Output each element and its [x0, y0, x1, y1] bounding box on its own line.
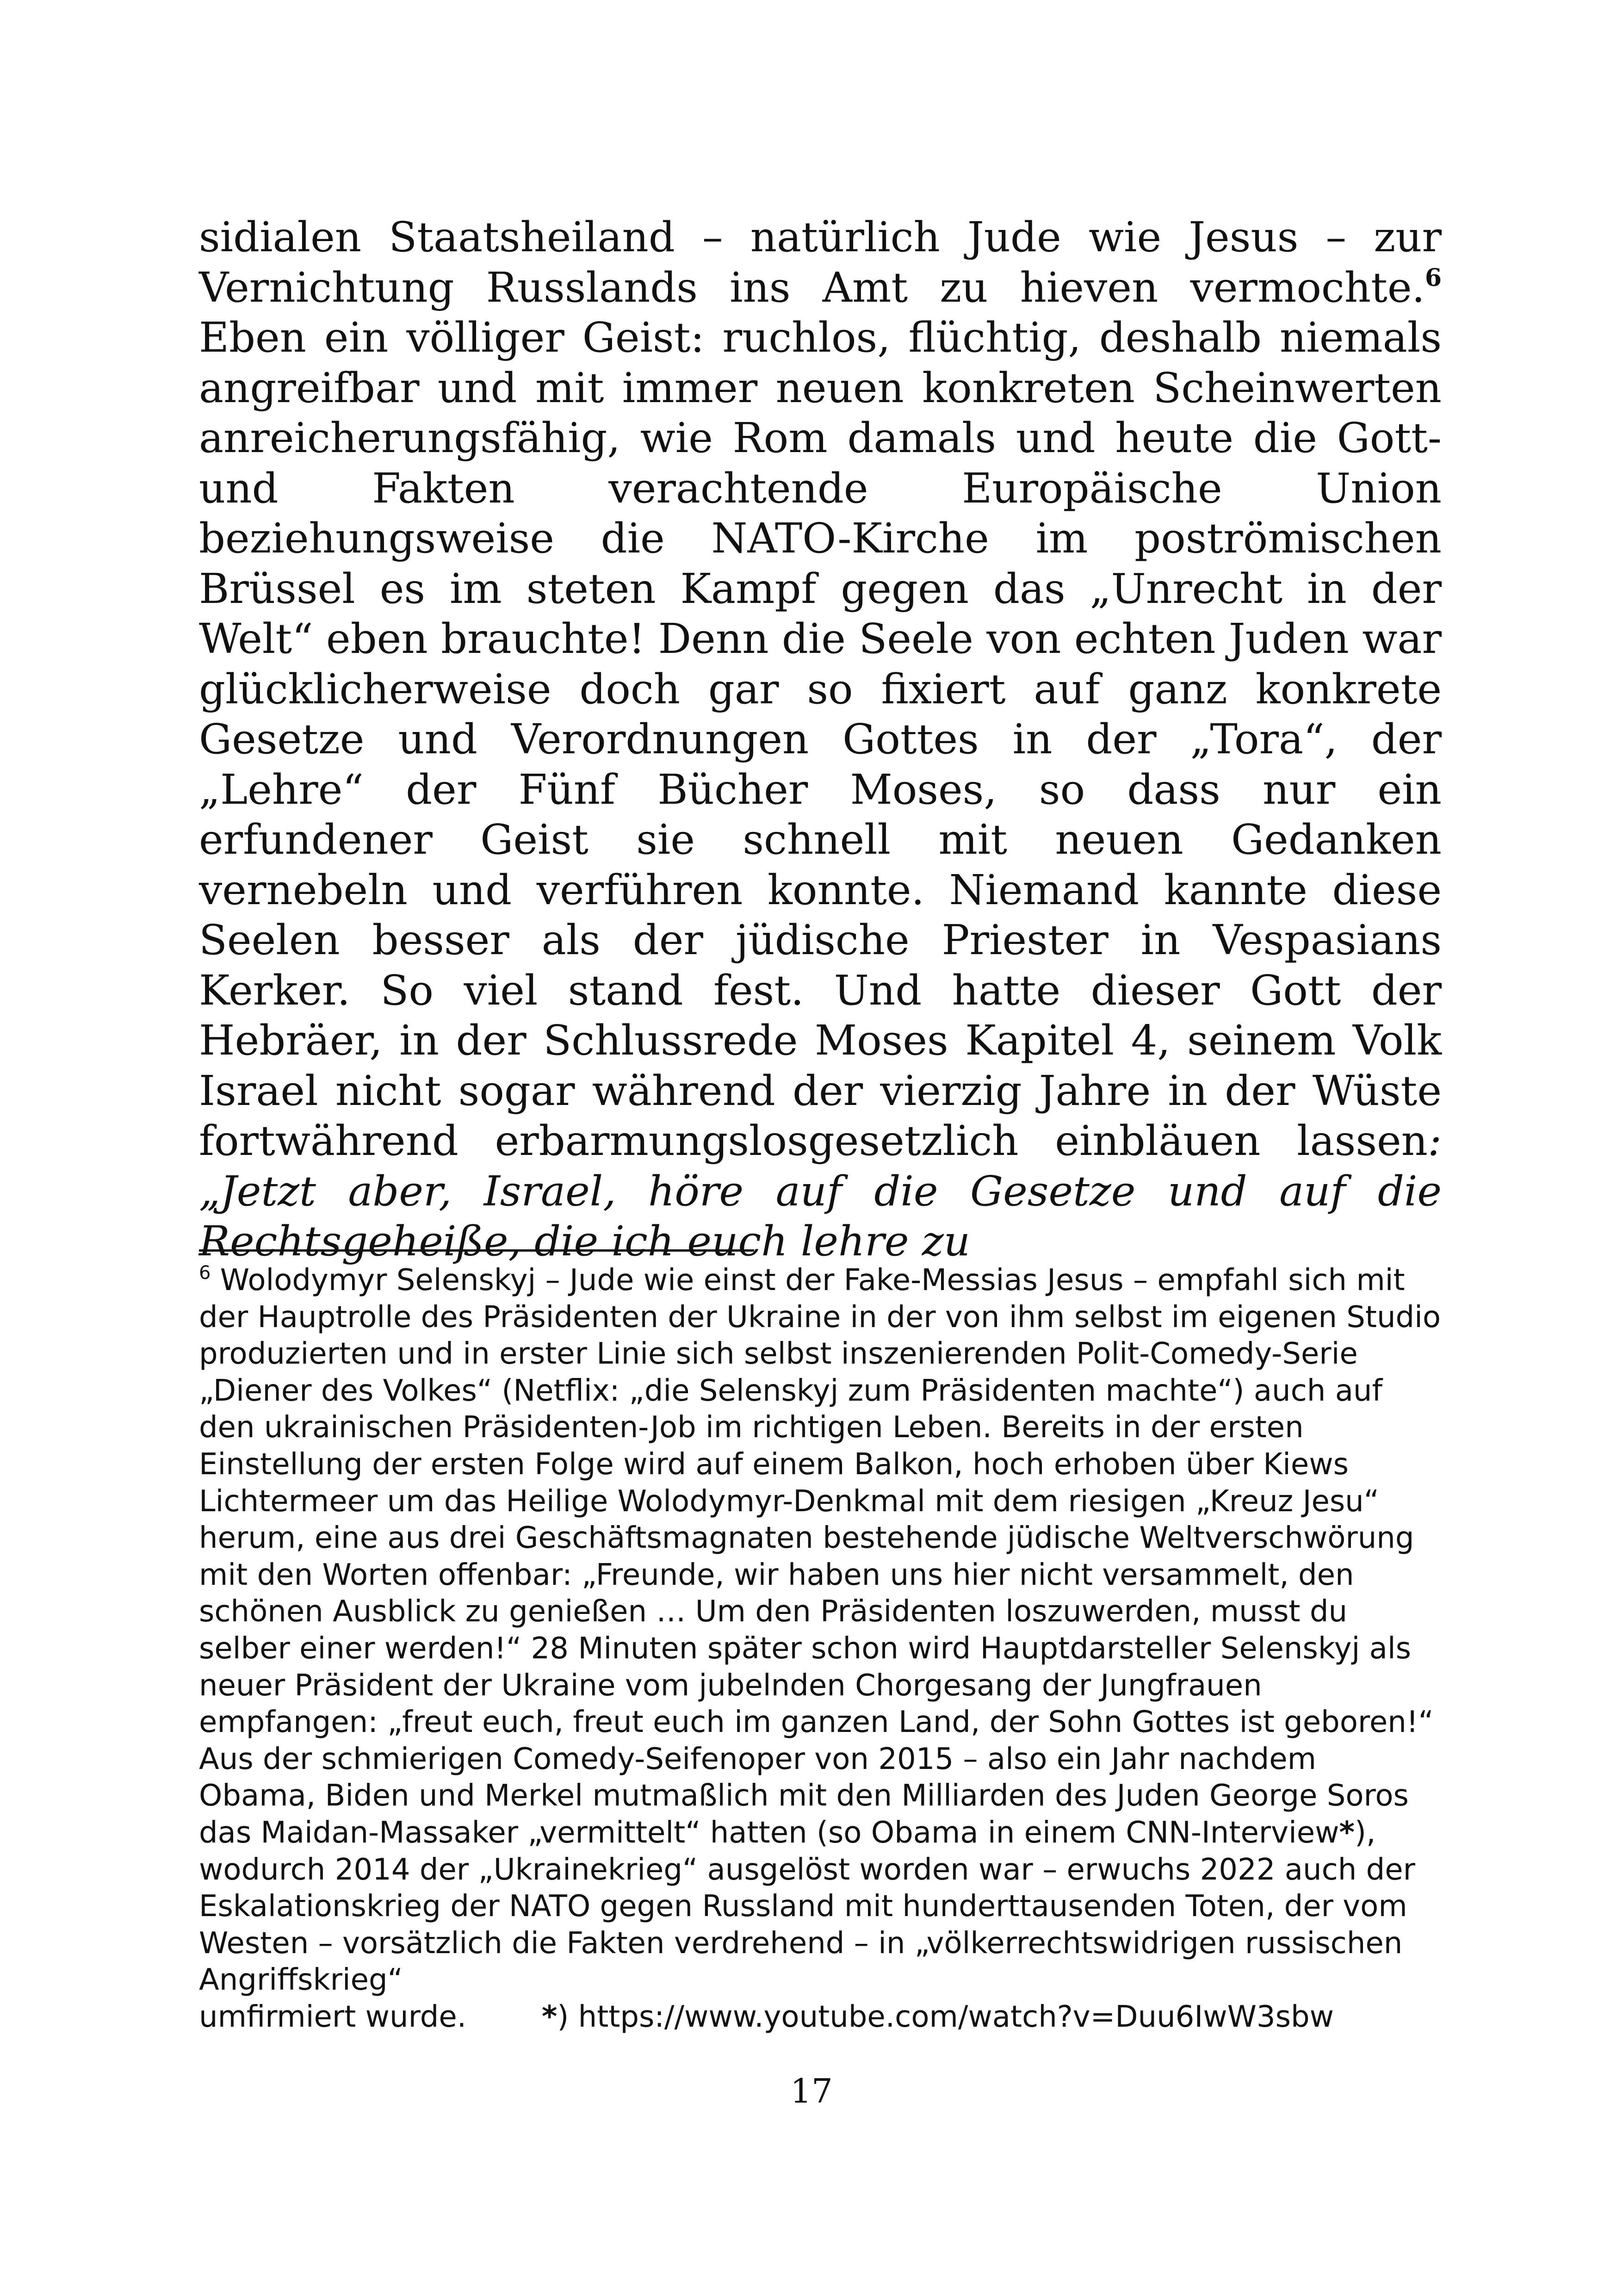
footnote-reference: 6	[1425, 263, 1442, 292]
footnote-marker: 6	[199, 1262, 211, 1284]
quote-colon: :	[1428, 1117, 1442, 1165]
footnote-last-line-start: umfirmiert wurde.	[199, 1999, 467, 2034]
footnote	[199, 1262, 1442, 2035]
page-number: 17	[790, 2072, 833, 2110]
body-text-start: sidialen Staatsheiland – natürlich Jude wie Jesus – zur Vernichtung Russlands ins Amt zu hieven vermochte.	[199, 213, 1442, 311]
footnote-text-continued: ), wodurch 2014 der „Ukrainekrieg“ ausgelöst worden war – erwuchs 2022 auch der Eskalationskrieg der NATO gegen Russland mit hunderttausenden Toten, der vom Westen – vorsätzlich die Fakten verdrehend – in „völkerrechtswidrigen russischen Angriffskrieg“	[199, 1815, 1415, 1998]
footnote-separator	[199, 1249, 754, 1252]
footnote-text: Wolodymyr Selenskyj – Jude wie einst der Fake-Messias Jesus – empfahl sich mit der Hauptrolle des Präsidenten der Ukraine in der von ihm selbst im eigenen Studio produzierten und in erster Linie sich selbst inszenierenden Polit-Comedy-Serie „Diener des Volkes“ (Netflix: „die Selenskyj zum Präsidenten machte“) auch auf den ukrainischen Präsidenten-Job im richtigen Leben. Bereits in der ersten Einstellung der ersten Folge wird auf einem Balkon, hoch erhoben über Kiews Lichtermeer um das Heilige Wolodymyr-Denkmal mit dem riesigen „Kreuz Jesu“ herum, eine aus drei Geschäftsmagnaten bestehende jüdische Weltverschwörung mit den Worten offenbar: „Freunde, wir haben uns hier nicht versammelt, den schönen Ausblick zu genießen … Um den Präsidenten loszuwerden, musst du selber einer werden!“ 28 Minuten später schon wird Hauptdarsteller Selenskyj als neuer Präsident der Ukraine vom jubelnden Chorgesang der Jungfrauen empfangen: „freut euch, freut euch im ganzen Land, der Sohn Gottes ist geboren!“ Aus der schmierigen Comedy-Seifenoper von 2015 – also ein Jahr nachdem Obama, Biden und Merkel mutmaßlich mit den Milliarden des Juden George Soros das Maidan-Massaker „vermittelt“ hatten (so Obama in einem CNN-Interview	[199, 1263, 1441, 1850]
body-text-rest: Eben ein völliger Geist: ruchlos, flüchtig, deshalb niemals angreifbar und mit immer neuen konkreten Scheinwerten anreicherungsfähig, wie Rom damals und heute die Gott- und Fakten verachtende Europäische Union beziehungsweise die NATO-Kirche im poströmischen Brüssel es im steten Kampf gegen das „Unrecht in der Welt“ eben brauchte! Denn die Seele von echten Juden war glücklicherweise doch gar so fixiert auf ganz konkrete Gesetze und Verordnungen Gottes in der „Tora“, der „Lehre“ der Fünf Bücher Moses, so dass nur ein erfundener Geist sie schnell mit neuen Gedanken vernebeln und verführen konnte. Niemand kannte diese Seelen besser als der jüdische Priester in Vespasians Kerker. So viel stand fest. Und hatte dieser Gott der Hebräer, in der Schlussrede Moses Kapitel 4, seinem Volk Israel nicht sogar während der vierzig Jahre in der Wüste fortwährend erbarmungslosgesetzlich einbläuen lassen	[199, 313, 1442, 1165]
bible-quote: „Jetzt aber, Israel, höre auf die Gesetze und auf die Rechtsgeheiße, die ich euch lehre zu	[199, 1167, 1442, 1265]
source-asterisk: *	[541, 1999, 558, 2034]
body-text	[199, 212, 1442, 1266]
source-link: ) https://www.youtube.com/watch?v=Duu6IwW3sbw	[557, 1999, 1334, 2034]
footnote-asterisk: *	[1339, 1815, 1355, 1850]
footnote-last-line	[199, 2000, 1334, 2034]
